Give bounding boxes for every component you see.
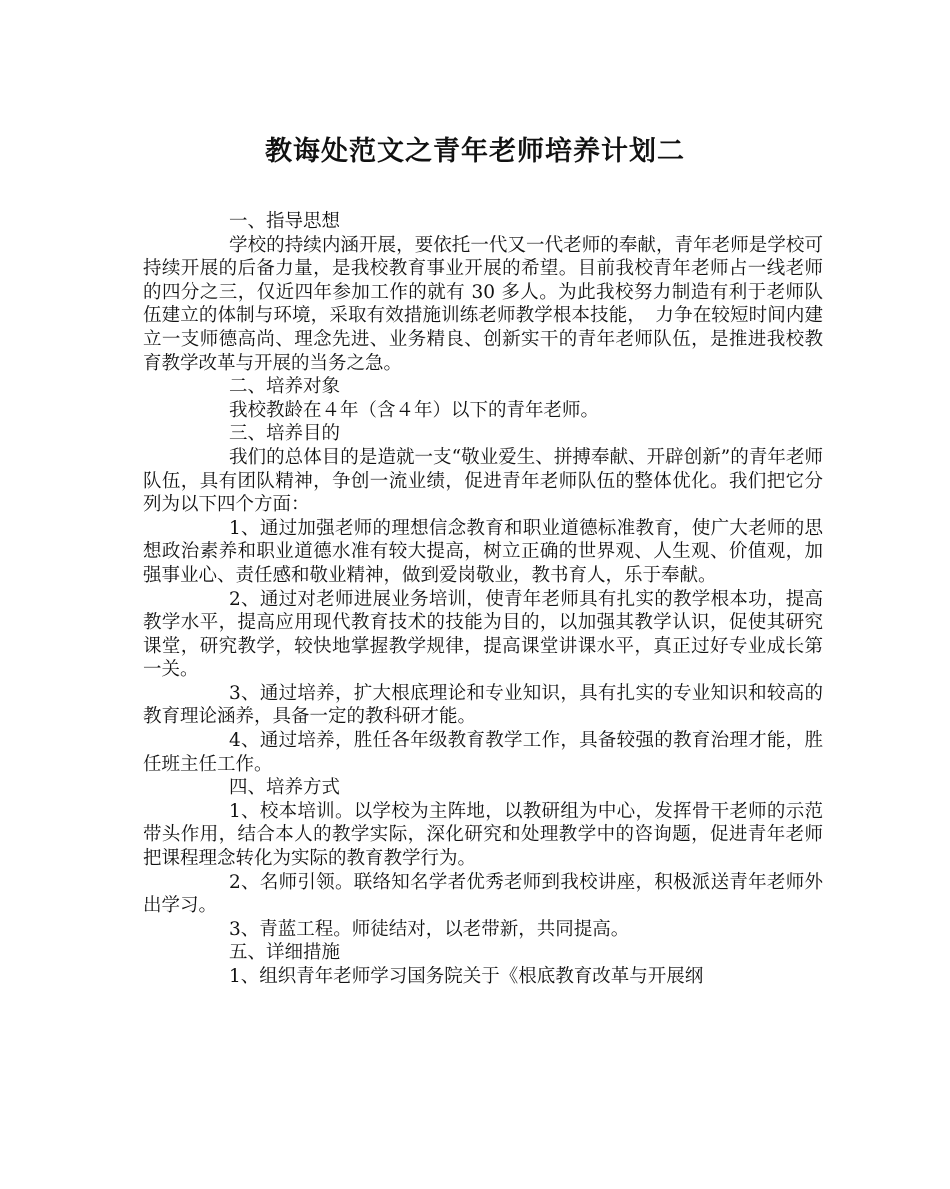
section-heading: 五、详细措施	[229, 942, 341, 964]
paragraph: 3、通过培养，扩大根底理论和专业知识，具有扎实的专业知识和较高的教育理论涵养，具备一定的教科研才能。	[143, 682, 823, 728]
paragraph: 学校的持续内涵开展，要依托一代又一代老师的奉献，青年老师是学校可持续开展的后备力量，是我校教育事业开展的希望。目前我校青年老师占一线老师的四分之三，仅近四年参加工作的就有 30 多人。为此我校努力制造有利于老师队伍建立的体制与环境，采取有效措施训练老师教学根本技能， 力争在较短时间内建立一支师德高尚、理念先进、业务精良、创新实干的青年老师队伍，是推进我校教育教学改革与开展的当务之急。	[143, 234, 823, 374]
document-title: 教诲处范文之青年老师培养计划二	[265, 136, 685, 167]
document-body	[143, 210, 823, 989]
paragraph: 我校教龄在４年（含４年）以下的青年老师。	[229, 399, 600, 421]
paragraph: 我们的总体目的是造就一支“敬业爱生、拼搏奉献、开辟创新”的青年老师队伍，具有团队精神，争创一流业绩，促进青年老师队伍的整体优化。我们把它分列为以下四个方面：	[143, 446, 823, 516]
paragraph: 1、组织青年老师学习国务院关于《根底教育改革与开展纲	[229, 966, 704, 987]
section-heading: 四、培养方式	[229, 777, 341, 799]
section-heading: 二、培养对象	[229, 376, 341, 398]
paragraph: 1、校本培训。以学校为主阵地，以教研组为中心，发挥骨干老师的示范带头作用，结合本人的教学实际，深化研究和处理教学中的咨询题，促进青年老师把课程理念转化为实际的教育教学行为。	[143, 800, 823, 870]
section-heading: 一、指导思想	[229, 211, 341, 232]
paragraph: 1、通过加强老师的理想信念教育和职业道德标准教育，使广大老师的思想政治素养和职业道德水准有较大提高，树立正确的世界观、人生观、价值观，加强事业心、责任感和敬业精神，做到爱岗敬业，教书育人，乐于奉献。	[143, 517, 823, 586]
paragraph: 2、通过对老师进展业务培训，使青年老师具有扎实的教学根本功，提高教学水平，提高应用现代教育技术的技能为目的，以加强其教学认识，促使其研究课堂，研究教学，较快地掌握教学规律，提高课堂讲课水平，真正过好专业成长第一关。	[143, 588, 823, 681]
paragraph: 2、名师引领。联络知名学者优秀老师到我校讲座，积极派送青年老师外出学习。	[143, 871, 823, 917]
section-heading: 三、培养目的	[229, 423, 341, 445]
paragraph: 3、青蓝工程。师徒结对，以老带新，共同提高。	[229, 918, 630, 940]
paragraph: 4、通过培养，胜任各年级教育教学工作，具备较强的教育治理才能，胜任班主任工作。	[143, 730, 823, 775]
